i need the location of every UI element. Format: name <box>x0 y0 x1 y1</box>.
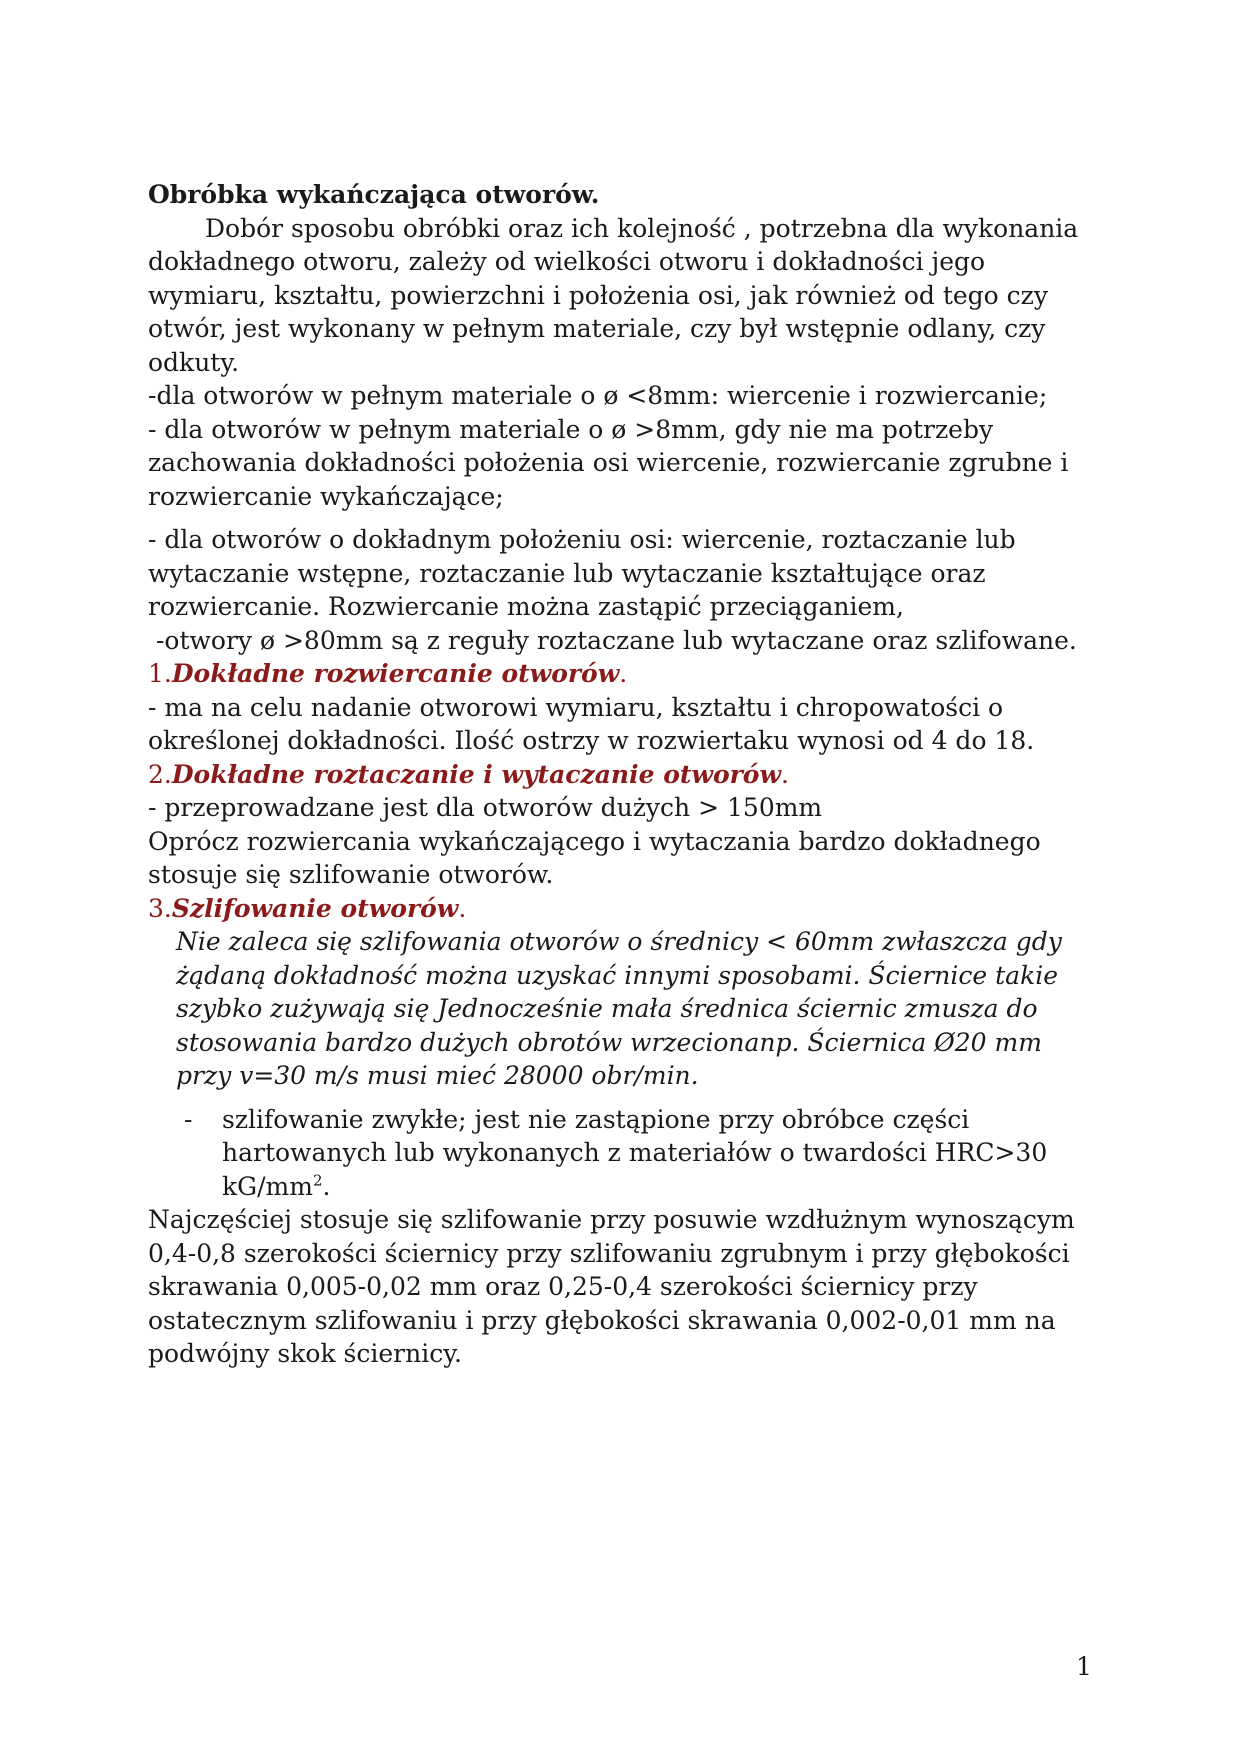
section-3-italic-note: Nie zaleca się szlifowania otworów o średnicy < 60mm zwłaszcza gdy żądaną dokładność można uzyskać innymi sposobami. Ściernice takie szybko zużywają się Jednocześnie mała średnica ściernic zmusza do stosowania bardzo dużych obrotów wrzecionanp. Ściernica Ø20 mm przy v=30 m/s musi mieć 28000 obr/min. <box>176 927 1062 1090</box>
section-3-title: Szlifowanie otworów <box>171 893 459 923</box>
section-1-body: - ma na celu nadanie otworowi wymiaru, kształtu i chropowatości o określonej dokładności. Ilość ostrzy w rozwiertaku wynosi od 4 do 18. <box>148 692 1035 755</box>
bullet-dash: - <box>184 1104 193 1134</box>
bullet-text: szlifowanie zwykłe; jest nie zastąpione przy obróbce części hartowanych lub wykonanych z materiałów o twardości HRC>30 kG/mm <box>222 1104 1048 1201</box>
section-1-heading <box>148 657 1098 691</box>
section-2-number: 2. <box>148 759 172 789</box>
list-item-3: - dla otworów o dokładnym położeniu osi: wiercenie, roztaczanie lub wytaczanie wstępne, roztaczanie lub wytaczanie kształtujące oraz rozwiercanie. Rozwiercanie można zastąpić przeciąganiem, <box>148 525 1016 621</box>
section-3-bullet <box>148 1103 1098 1204</box>
section-1-title: Dokładne rozwiercanie otworów <box>171 659 620 688</box>
section-2-dot: . <box>781 759 789 789</box>
document-title: Obróbka wykańczająca otworów. <box>148 180 600 209</box>
section-1-dot: . <box>619 659 628 688</box>
section-2-title: Dokładne roztaczanie i wytaczanie otworów <box>171 759 781 789</box>
page-number: 1 <box>1076 1652 1092 1681</box>
bullet-end: . <box>322 1171 331 1201</box>
intro-paragraph: Dobór sposobu obróbki oraz ich kolejność , potrzebna dla wykonania dokładnego otworu, zależy od wielkości otworu i dokładności jego wymiaru, kształtu, powierzchni i położenia osi, jak również od tego czy otwór, jest wykonany w pełnym materiale, czy był wstępnie odlany, czy odkuty. <box>148 213 1079 377</box>
document-body <box>148 178 1098 1371</box>
section-1-number: 1. <box>148 659 172 688</box>
section-2-heading <box>148 758 1098 792</box>
section-3-closing: Najczęściej stosuje się szlifowanie przy posuwie wzdłużnym wynoszącym 0,4-0,8 szerokości ściernicy przy szlifowaniu zgrubnym i przy głębokości skrawania 0,005-0,02 mm oraz 0,25-0,4 szerokości ściernicy przy ostatecznym szlifowaniu i przy głębokości skrawania 0,002-0,01 mm na podwójny skok ściernicy. <box>148 1205 1075 1368</box>
bullet-superscript: 2 <box>312 1171 323 1190</box>
section-3-dot: . <box>458 893 467 923</box>
section-2-body-1: - przeprowadzane jest dla otworów dużych > 150mm <box>148 793 823 822</box>
list-item-2: - dla otworów w pełnym materiale o ø >8mm, gdy nie ma potrzeby zachowania dokładności położenia osi wiercenie, rozwiercanie zgrubne i rozwiercanie wykańczające; <box>148 414 1069 511</box>
list-item-1: -dla otworów w pełnym materiale o ø <8mm: wiercenie i rozwiercanie; <box>148 381 1048 410</box>
section-3-number: 3. <box>148 893 172 923</box>
section-2-body-2: Oprócz rozwiercania wykańczającego i wytaczania bardzo dokładnego stosuje się szlifowanie otworów. <box>148 826 1041 889</box>
list-item-4: -otwory ø >80mm są z reguły roztaczane lub wytaczane oraz szlifowane. <box>148 625 1077 655</box>
section-3-heading <box>148 892 1098 926</box>
